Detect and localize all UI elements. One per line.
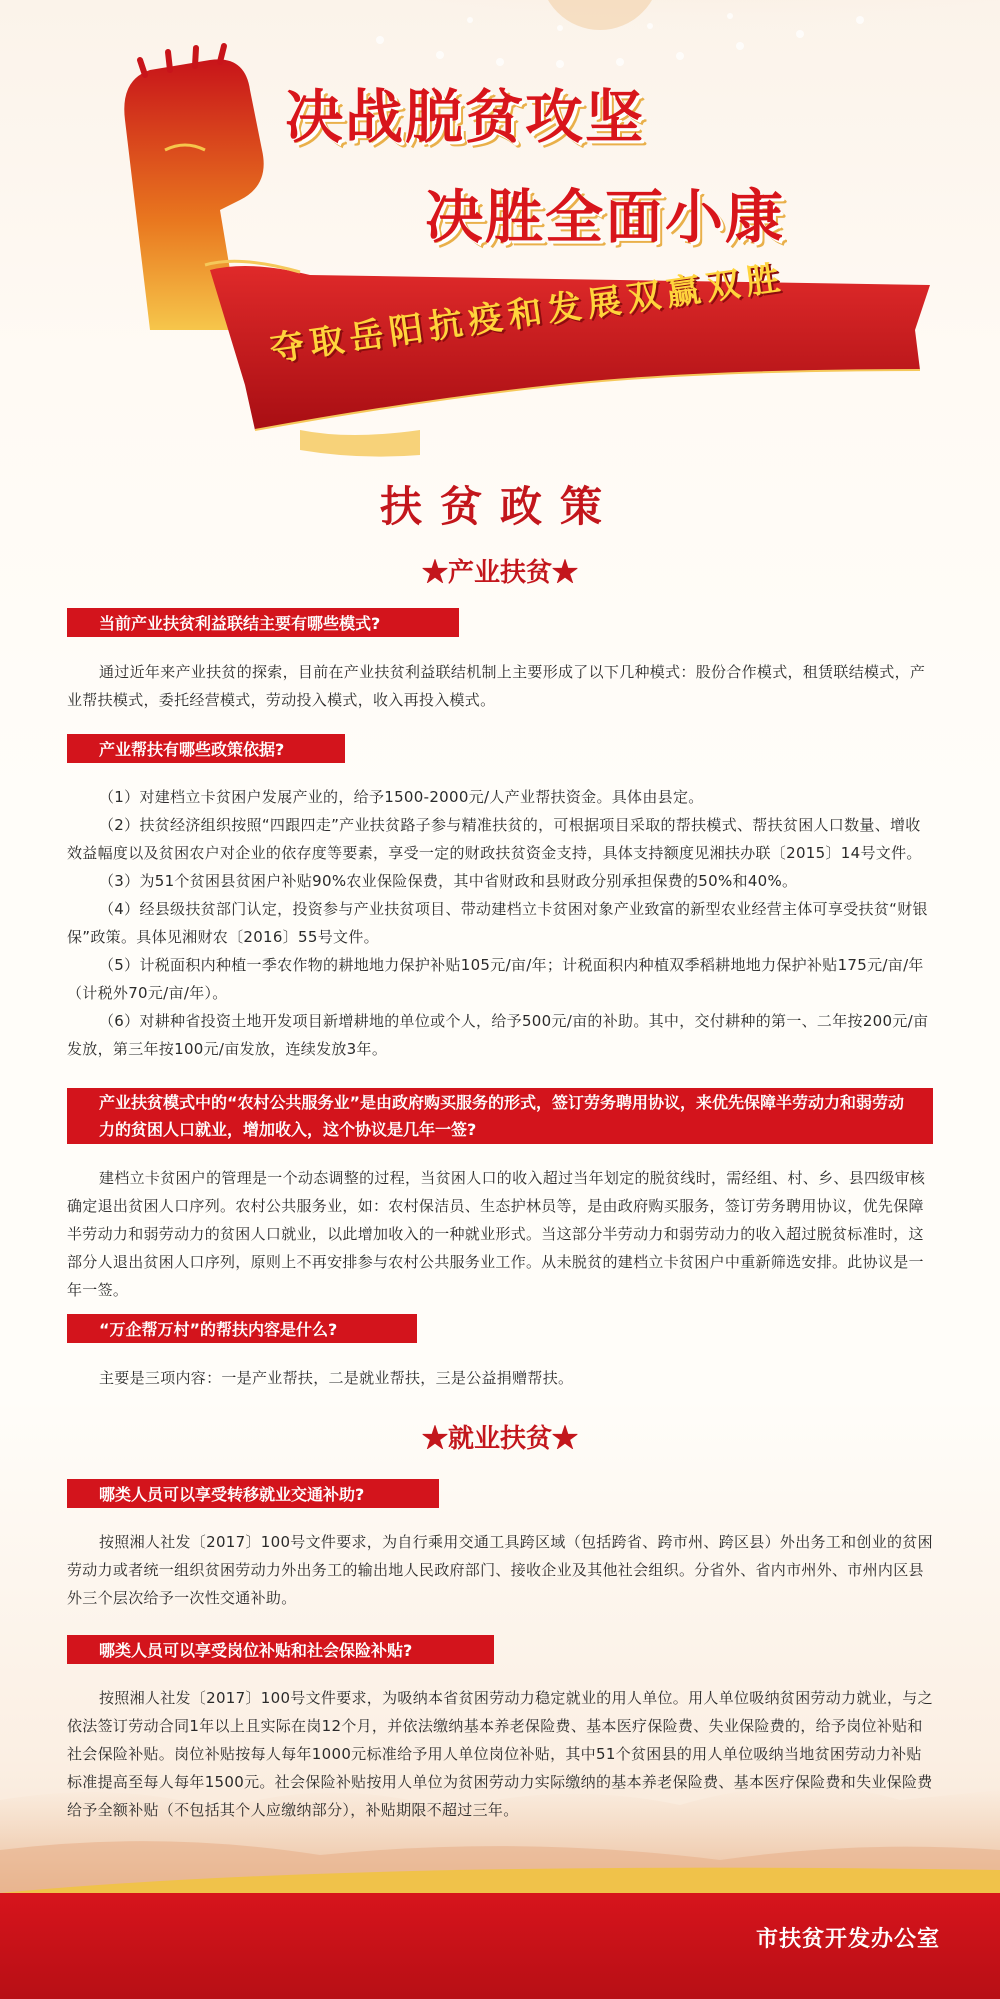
- main-title-line2: 决胜全面小康: [425, 183, 786, 251]
- answer-a3: [67, 1164, 935, 1304]
- question-bar-q2: 产业帮扶有哪些政策依据?: [67, 734, 345, 763]
- question-bar-q5: 哪类人员可以享受转移就业交通补助?: [67, 1479, 439, 1508]
- question-bar-q3: 产业扶贫模式中的“农村公共服务业”是由政府购买服务的形式，签订劳务聘用协议，来优先保障半劳动力和弱劳动力的贫困人口就业，增加收入，这个协议是几年一签?: [67, 1088, 933, 1144]
- answer-a6: [67, 1684, 935, 1824]
- answer-a6-text: 按照湘人社发〔2017〕100号文件要求，为吸纳本省贫困劳动力稳定就业的用人单位。用人单位吸纳贫困劳动力就业，与之依法签订劳动合同1年以上且实际在岗12个月，并依法缴纳基本养老保险费、基本医疗保险费、失业保险费的，给予岗位补贴和社会保险补贴。岗位补贴按每人每年1000元标准给予用人单位岗位补贴，其中51个贫困县的用人单位吸纳当地贫困劳动力补贴标准提高至每人每年1500元。社会保险补贴按用人单位为贫困劳动力实际缴纳的基本养老保险费、基本医疗保险费和失业保险费给予全额补贴（不包括其个人应缴纳部分），补贴期限不超过三年。: [67, 1689, 933, 1819]
- question-bar-q1: 当前产业扶贫利益联结主要有哪些模式?: [67, 608, 459, 637]
- answer-a2-item: （2）扶贫经济组织按照“四跟四走”产业扶贫路子参与精准扶贫的，可根据项目采取的帮扶模式、帮扶贫困人口数量、增收效益幅度以及贫困农户对企业的依存度等要素，享受一定的财政扶贫资金支持，具体支持额度见湘扶办联〔2015〕14号文件。: [67, 816, 922, 862]
- answer-a3-text: 建档立卡贫困户的管理是一个动态调整的过程，当贫困人口的收入超过当年划定的脱贫线时，需经组、村、乡、县四级审核确定退出贫困人口序列。农村公共服务业，如：农村保洁员、生态护林员等，是由政府购买服务，签订劳务聘用协议，优先保障半劳动力和弱劳动力的贫困人口就业，以此增加收入的一种就业形式。当这部分半劳动力和弱劳动力的收入超过脱贫标准时，这部分人退出贫困人口序列，原则上不再安排参与农村公共服务业工作。从未脱贫的建档立卡贫困户中重新筛选安排。此协议是一年一签。: [67, 1169, 926, 1299]
- answer-a2: [67, 783, 935, 1063]
- answer-a5-text: 按照湘人社发〔2017〕100号文件要求，为自行乘用交通工具跨区域（包括跨省、跨市州、跨区县）外出务工和创业的贫困劳动力或者统一组织贫困劳动力外出务工的输出地人民政府部门、接收企业及其他社会组织。分省外、省内市州外、市州内区县外三个层次给予一次性交通补助。: [67, 1533, 933, 1607]
- answer-a2-item: （1）对建档立卡贫困户发展产业的，给予1500-2000元/人产业帮扶资金。具体由县定。: [99, 788, 704, 806]
- answer-a1-text: 通过近年来产业扶贫的探索，目前在产业扶贫利益联结机制上主要形成了以下几种模式：股份合作模式，租赁联结模式，产业帮扶模式，委托经营模式，劳动投入模式，收入再投入模式。: [67, 663, 926, 709]
- answer-a2-item: （6）对耕种省投资土地开发项目新增耕地的单位或个人，给予500元/亩的补助。其中，交付耕种的第一、二年按200元/亩发放，第三年按100元/亩发放，连续发放3年。: [67, 1012, 929, 1058]
- answer-a1: [67, 658, 935, 714]
- section-industry-title: ★产业扶贫★: [421, 558, 578, 588]
- question-bar-q4: “万企帮万村”的帮扶内容是什么?: [67, 1314, 417, 1343]
- main-title-line1: 决战脱贫攻坚: [285, 83, 646, 151]
- ribbon-slogan: 夺取岳阳抗疫和发展双赢双胜: [267, 257, 789, 370]
- question-bar-q6: 哪类人员可以享受岗位补贴和社会保险补贴?: [67, 1635, 494, 1664]
- answer-a4: [67, 1364, 935, 1392]
- answer-a2-item: （3）为51个贫困县贫困户补贴90%农业保险保费，其中省财政和县财政分别承担保费的50%和40%。: [99, 872, 798, 890]
- answer-a5: [67, 1528, 935, 1612]
- footer-organization: 市扶贫开发办公室: [755, 1927, 940, 1952]
- answer-a4-text: 主要是三项内容：一是产业帮扶，二是就业帮扶，三是公益捐赠帮扶。: [99, 1369, 574, 1387]
- answer-a2-item: （4）经县级扶贫部门认定，投资参与产业扶贫项目、带动建档立卡贫困对象产业致富的新型农业经营主体可享受扶贫“财银保”政策。具体见湘财农〔2016〕55号文件。: [67, 900, 928, 946]
- section-employment-title: ★就业扶贫★: [421, 1424, 578, 1454]
- page-title: 扶贫政策: [379, 482, 620, 531]
- answer-a2-item: （5）计税面积内种植一季农作物的耕地地力保护补贴105元/亩/年；计税面积内种植双季稻耕地地力保护补贴175元/亩/年（计税外70元/亩/年）。: [67, 956, 924, 1002]
